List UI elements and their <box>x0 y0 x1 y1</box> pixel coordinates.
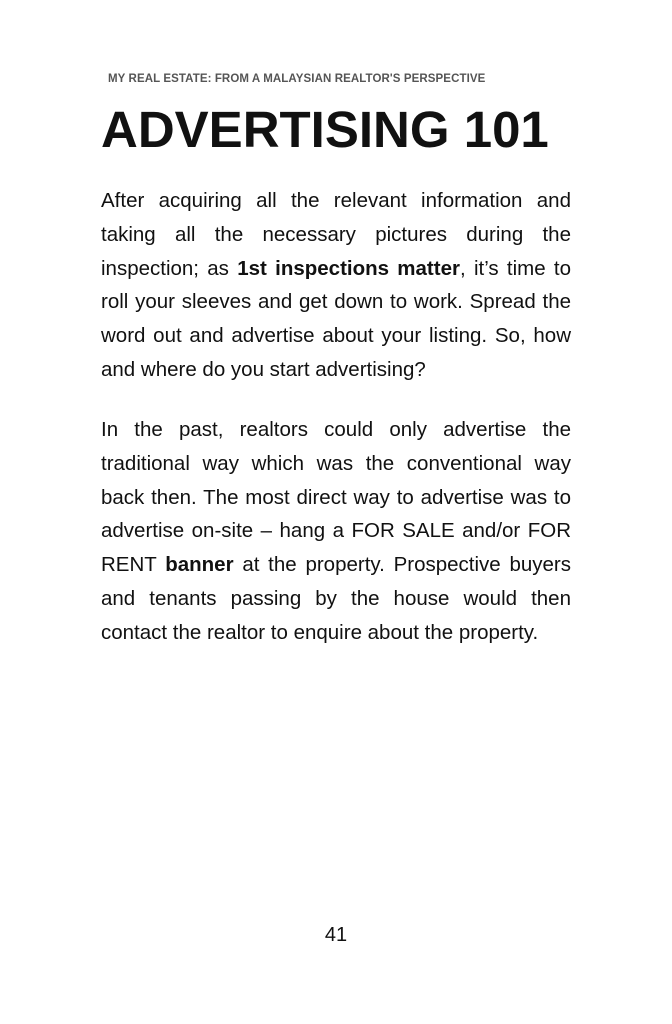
chapter-title: ADVERTISING 101 <box>101 101 549 158</box>
paragraph-2-bold-word: banner <box>165 553 234 577</box>
paragraph-1-text-start: After acquiring all the relevant information and taking all the necessary pictures during the inspection; as <box>101 189 571 280</box>
paragraph-1 <box>101 184 571 387</box>
paragraph-1-text-end: , it’s time to roll your sleeves and get down to work. Spread the word out and advertise about your listing. So, how and where do you start advertising? <box>101 256 571 381</box>
paragraph-2-text-start: In the past, realtors could only advertise the traditional way which was the conventional way back then. The most direct way to advertise was to advertise on-site – hang a FOR SALE and/or FOR RENT <box>101 418 571 577</box>
paragraph-2 <box>101 413 571 650</box>
running-header: MY REAL ESTATE: FROM A MALAYSIAN REALTOR'S PERSPECTIVE <box>108 73 486 85</box>
paragraph-2-text-end: at the property. Prospective buyers and tenants passing by the house would then contact the realtor to enquire about the property. <box>101 553 571 644</box>
page-number: 41 <box>324 924 348 946</box>
paragraph-1-bold-phrase: 1st inspections matter <box>237 256 460 280</box>
